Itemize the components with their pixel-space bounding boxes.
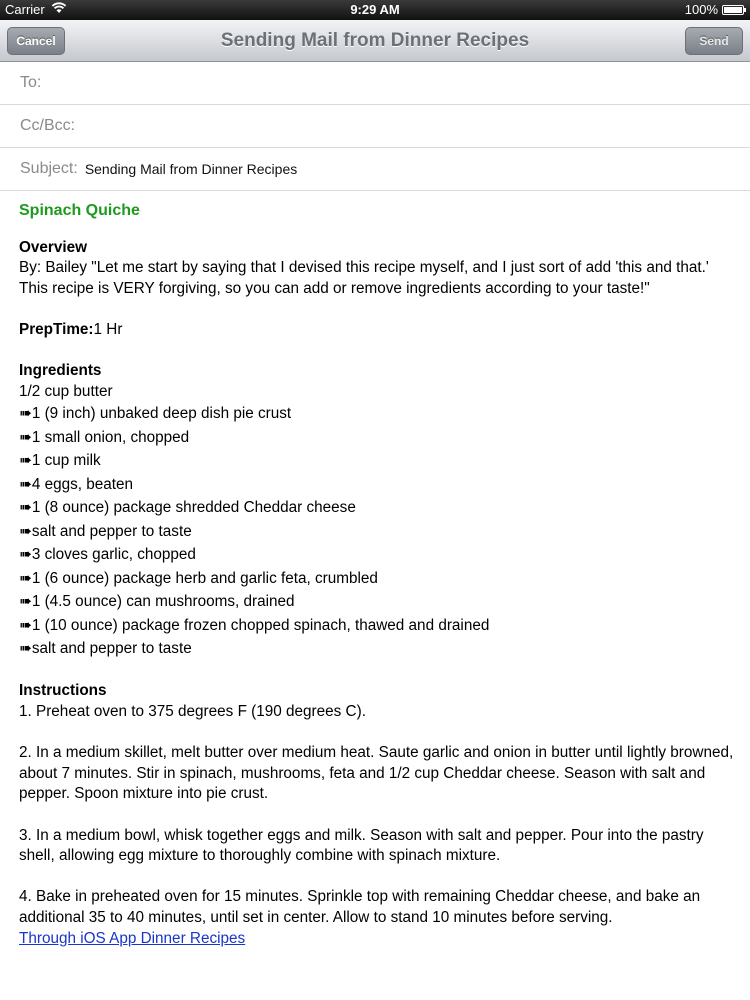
preptime-value: 1 Hr xyxy=(93,320,123,338)
list-item: ➠1 (8 ounce) package shredded Cheddar cheese xyxy=(19,499,356,517)
instruction-step: 3. In a medium bowl, whisk together eggs and milk. Season with salt and pepper. Pour into the pastry shell, allowing egg mixture to thoroughly combine with spinach mixture. xyxy=(19,826,704,865)
list-item: ➠salt and pepper to taste xyxy=(19,522,192,540)
instructions-heading: Instructions xyxy=(19,682,107,700)
app-link[interactable]: Through iOS App Dinner Recipes xyxy=(19,929,246,947)
list-item: ➠1 small onion, chopped xyxy=(19,428,190,446)
list-item: ➠4 eggs, beaten xyxy=(19,475,134,493)
page-title: Sending Mail from Dinner Recipes xyxy=(220,30,530,51)
battery-indicator xyxy=(685,2,744,17)
list-item: ➠1 cup milk xyxy=(19,452,101,470)
to-field[interactable] xyxy=(0,62,750,105)
ccbcc-field[interactable] xyxy=(0,105,750,148)
message-body[interactable] xyxy=(19,201,734,949)
send-button[interactable]: Send xyxy=(685,27,743,55)
navigation-bar xyxy=(0,20,750,62)
instruction-step: 4. Bake in preheated oven for 15 minutes. Sprinkle top with remaining Cheddar cheese, and bake an additional 35 to 40 minutes, until set in center. Allow to stand 10 minutes before serving. xyxy=(19,888,701,926)
ingredients-heading: Ingredients xyxy=(19,362,102,380)
ccbcc-label: Cc/Bcc: xyxy=(20,117,76,134)
instruction-step: 2. In a medium skillet, melt butter over medium heat. Saute garlic and onion in butter until lightly browned, about 7 minutes. Stir in spinach, mushrooms, feta and 1/2 cup Cheddar cheese. Season with salt and pepper. Spoon mixture into pie crust. xyxy=(19,744,734,803)
list-item: 1/2 cup butter xyxy=(19,382,113,400)
battery-icon xyxy=(722,5,744,15)
list-item: ➠1 (6 ounce) package herb and garlic feta, crumbled xyxy=(19,569,378,587)
status-bar xyxy=(0,0,750,20)
recipe-title: Spinach Quiche xyxy=(19,202,140,219)
list-item: ➠salt and pepper to taste xyxy=(19,640,192,658)
list-item: ➠1 (9 inch) unbaked deep dish pie crust xyxy=(19,405,292,423)
list-item: ➠3 cloves garlic, chopped xyxy=(19,546,196,564)
list-item: ➠1 (4.5 ounce) can mushrooms, drained xyxy=(19,593,295,611)
overview-text: By: Bailey "Let me start by saying that I devised this recipe myself, and I just sort of add 'this and that.' This recipe is VERY forgiving, so you can add or remove ingredients according to your taste!" xyxy=(19,259,709,297)
preptime xyxy=(19,320,734,341)
carrier-label: Carrier xyxy=(5,2,45,17)
instruction-step: 1. Preheat oven to 375 degrees F (190 degrees C). xyxy=(19,703,366,721)
list-item: ➠1 (10 ounce) package frozen chopped spinach, thawed and drained xyxy=(19,616,490,634)
subject-label: Subject: xyxy=(20,160,78,177)
cancel-button[interactable]: Cancel xyxy=(7,27,65,55)
ingredient-list xyxy=(19,382,734,661)
preptime-label: PrepTime: xyxy=(19,320,94,338)
overview-heading: Overview xyxy=(19,238,88,256)
battery-percent: 100% xyxy=(684,2,718,17)
subject-value[interactable]: Sending Mail from Dinner Recipes xyxy=(84,161,298,177)
subject-field[interactable] xyxy=(0,148,750,191)
to-label: To: xyxy=(20,74,42,91)
clock: 9:29 AM xyxy=(350,2,400,17)
